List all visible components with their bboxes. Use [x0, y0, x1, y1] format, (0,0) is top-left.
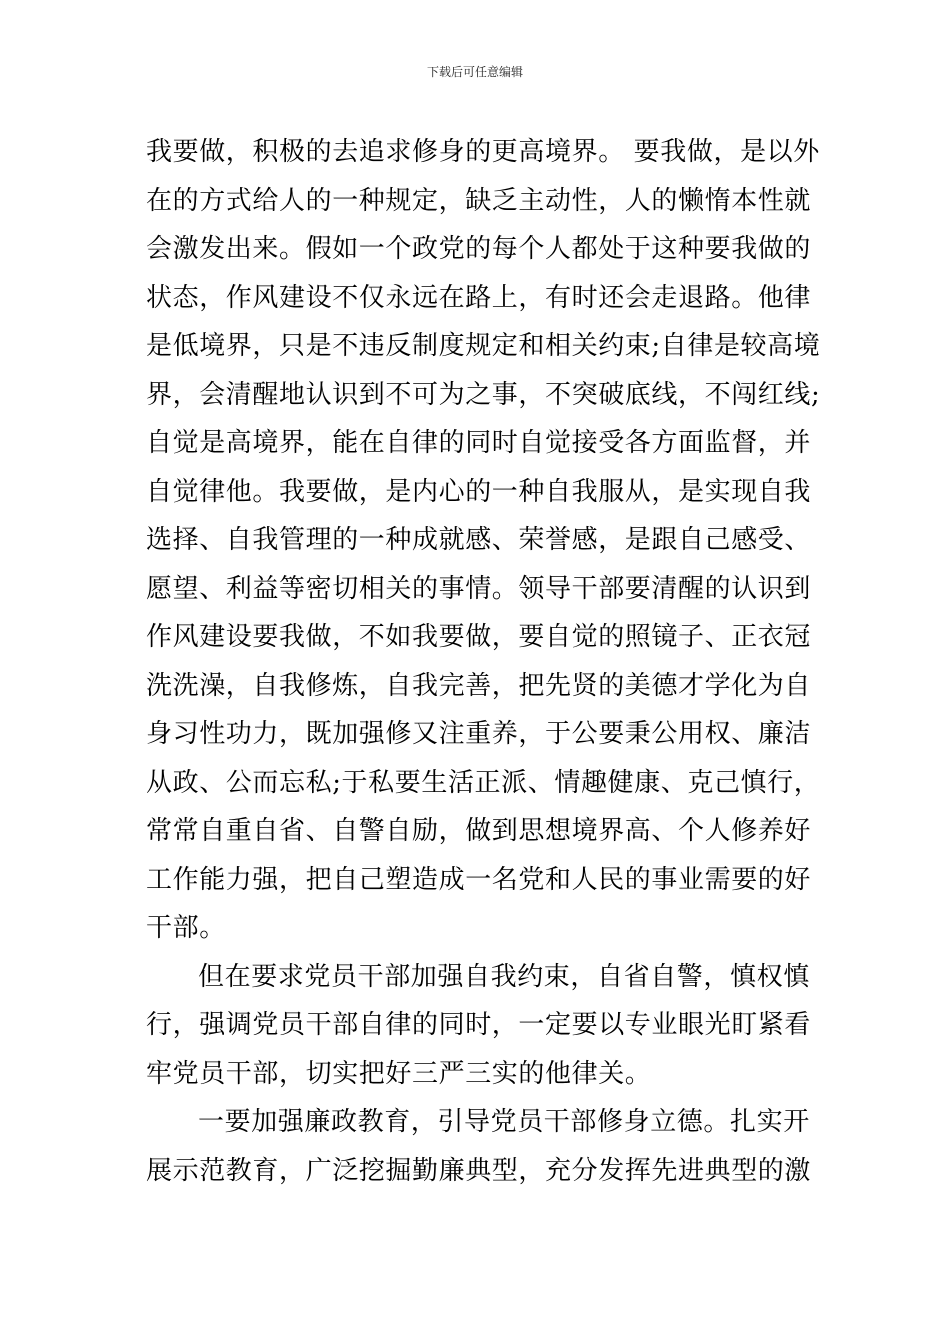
text-line: 状态，作风建设不仅永远在路上，有时还会走退路。他律 — [146, 282, 812, 313]
text-line: 行，强调党员干部自律的同时，一定要以专业眼光盯紧看 — [146, 1010, 812, 1040]
document-body — [146, 128, 821, 1195]
text-line: 会激发出来。假如一个政党的每个人都处于这种要我做的 — [146, 234, 812, 264]
text-line: 但在要求党员干部加强自我约束，自省自警，慎权慎 — [198, 961, 810, 992]
text-line: 展示范教育，广泛挖掘勤廉典型，充分发挥先进典型的激 — [146, 1155, 812, 1186]
paragraph-1 — [146, 128, 821, 953]
text-line: 干部。 — [146, 913, 226, 943]
text-line: 一要加强廉政教育，引导党员干部修身立德。扎实开 — [198, 1107, 810, 1137]
text-line: 牢党员干部，切实把好三严三实的他律关。 — [146, 1058, 652, 1089]
text-line: 身习性功力，既加强修又注重养，于公要秉公用权、廉洁 — [146, 719, 812, 749]
text-line: 界，会清醒地认识到不可为之事，不突破底线，不闯红线; — [146, 379, 821, 410]
paragraph-3 — [146, 1098, 812, 1195]
text-line: 在的方式给人的一种规定，缺乏主动性，人的懒惰本性就 — [146, 185, 812, 216]
text-line: 常常自重自省、自警自励，做到思想境界高、个人修养好 — [146, 816, 812, 846]
text-line: 自觉律他。我要做，是内心的一种自我服从，是实现自我 — [146, 476, 812, 507]
text-line: 是低境界，只是不违反制度规定和相关约束;自律是较高境 — [146, 331, 821, 361]
text-line: 洗洗澡，自我修炼，自我完善，把先贤的美德才学化为自 — [146, 670, 812, 701]
text-line: 愿望、利益等密切相关的事情。领导干部要清醒的认识到 — [146, 573, 812, 604]
text-line: 我要做，积极的去追求修身的更高境界。 要我做，是以外 — [146, 137, 820, 167]
text-line: 工作能力强，把自己塑造成一名党和人民的事业需要的好 — [146, 864, 812, 895]
text-line: 从政、公而忘私;于私要生活正派、情趣健康、克己慎行， — [146, 767, 821, 798]
paragraph-2 — [146, 953, 812, 1099]
text-line: 自觉是高境界，能在自律的同时自觉接受各方面监督，并 — [146, 428, 812, 458]
page-header: 下载后可任意编辑 — [426, 65, 523, 79]
text-line: 选择、自我管理的一种成就感、荣誉感，是跟自己感受、 — [146, 525, 812, 555]
text-line: 作风建设要我做，不如我要做，要自觉的照镜子、正衣冠 — [146, 622, 812, 652]
